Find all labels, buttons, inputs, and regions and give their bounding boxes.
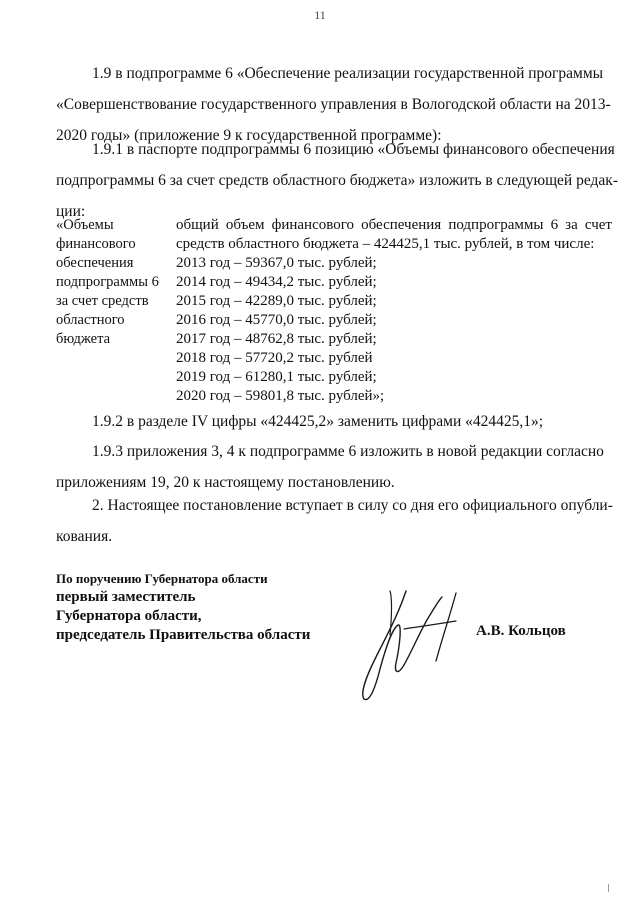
table-left-cell [56, 216, 168, 349]
paragraph-line: 1.9.1 в паспорте подпрограммы 6 позицию «Объемы финансового обеспечения [92, 141, 615, 158]
paragraph-line: 1.9.3 приложения 3, 4 к подпрограмме 6 изложить в новой редакции согласно [92, 443, 604, 460]
funding-year-line: 2014 год – 49434,2 тыс. рублей; [176, 274, 377, 290]
paragraph-line: кования. [56, 528, 113, 545]
left-cell-line: «Объемы [56, 217, 114, 233]
left-cell-line: за счет средств [56, 293, 149, 309]
funding-year-line: 2017 год – 48762,8 тыс. рублей; [176, 331, 377, 347]
left-cell-line: подпрограммы 6 [56, 274, 159, 290]
funding-year-line: 2019 год – 61280,1 тыс. рублей; [176, 369, 377, 385]
handwritten-signature [346, 585, 468, 703]
paragraph-line: 2020 годы» (приложение 9 к государственной программе): [56, 127, 442, 144]
paragraph-line: «Совершенствование государственного управления в Вологодской области на 2013- [56, 96, 611, 113]
paragraph-line: ции: [56, 203, 86, 220]
funding-year-line: 2013 год – 59367,0 тыс. рублей; [176, 255, 377, 271]
funding-total: общий объем финансового обеспечения подпрограммы 6 за счет средств областного бюджета – 424425,1 тыс. рублей, в том числе: [176, 217, 612, 252]
funding-year-line: 2015 год – 42289,0 тыс. рублей; [176, 293, 377, 309]
paragraph-line: 1.9.2 в разделе IV цифры «424425,2» заменить цифрами «424425,1»; [92, 413, 544, 430]
signatory-line: Губернатора области, [56, 608, 202, 624]
signatory-line: первый заместитель [56, 589, 196, 605]
signatory-title [56, 570, 310, 645]
paragraph-1-9-2 [56, 406, 612, 437]
page-number: 11 [314, 8, 326, 22]
left-cell-line: областного [56, 312, 125, 328]
left-cell-line: обеспечения [56, 255, 134, 271]
table-right-cell [176, 216, 612, 406]
funding-year-line: 2018 год – 57720,2 тыс. рублей [176, 350, 373, 366]
left-cell-line: бюджета [56, 331, 111, 347]
paragraph-line: 2. Настоящее постановление вступает в силу со дня его официального опубли- [92, 497, 613, 514]
paragraph-2 [56, 490, 612, 552]
paragraph-1-9-1 [56, 134, 618, 227]
paragraph-1-9-3 [56, 436, 612, 498]
signatory-name: А.В. Кольцов [476, 623, 566, 639]
funding-year-line: 2016 год – 45770,0 тыс. рублей; [176, 312, 377, 328]
signatory-line: По поручению Губернатора области [56, 571, 268, 586]
paragraph-line: приложениям 19, 20 к настоящему постановлению. [56, 474, 395, 491]
paragraph-line: подпрограммы 6 за счет средств областного бюджета» изложить в следующей редак- [56, 172, 618, 189]
paragraph-line: 1.9 в подпрограмме 6 «Обеспечение реализации государственной программы [92, 65, 604, 82]
signatory-line: председатель Правительства области [56, 627, 311, 643]
funding-year-line: 2020 год – 59801,8 тыс. рублей»; [176, 388, 385, 404]
left-cell-line: финансового [56, 236, 136, 252]
scan-mark [608, 884, 609, 892]
